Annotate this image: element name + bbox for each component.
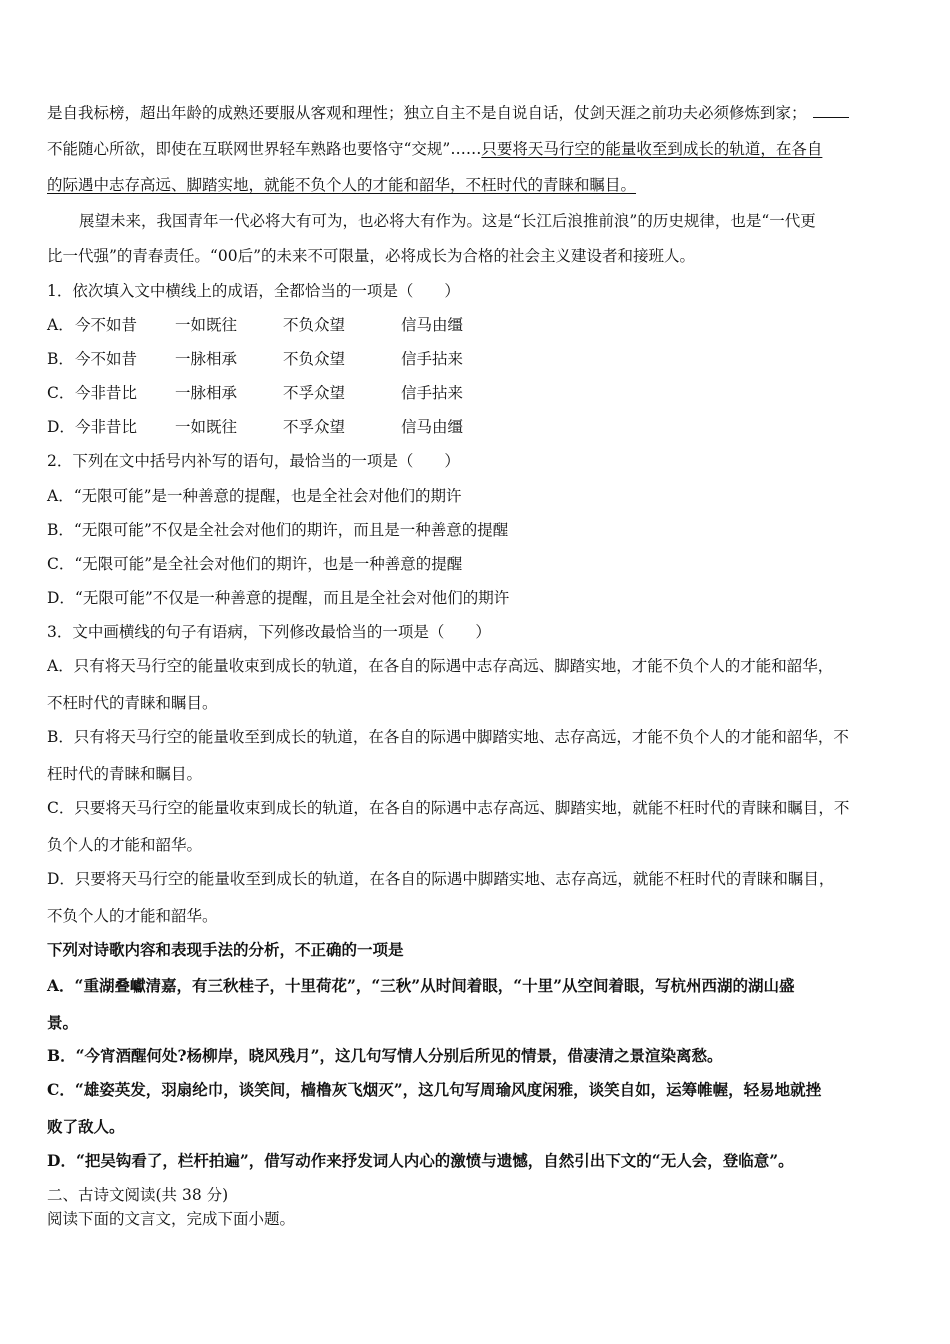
q3-option-c-line-1: C．只要将天马行空的能量收束到成长的轨道，在各自的际遇中志存高远、脚踏实地，就能不枉时代的青睐和瞩目，不	[47, 799, 850, 817]
q1-option-a: A．今不如昔 一如既往 不负众望 信马由缰	[47, 316, 464, 334]
q1-option-c: C．今非昔比 一脉相承 不孚众望 信手拈来	[47, 384, 464, 402]
q4-option-b: B．“今宵酒醒何处?杨柳岸，晓风残月”，这几句写情人分别后所见的情景，借凄清之景渲染离愁。	[47, 1046, 723, 1065]
q1-option-b: B．今不如昔 一脉相承 不负众望 信手拈来	[47, 350, 464, 368]
q1-stem: 1．依次填入文中横线上的成语，全都恰当的一项是（ ）	[47, 282, 460, 300]
q3-option-c-line-2: 负个人的才能和韶华。	[47, 836, 203, 854]
underlined-sentence: 只要将天马行空的能量收至到成长的轨道，在各自	[481, 140, 823, 158]
passage-para2-line-1: 展望未来，我国青年一代必将大有可为，也必将大有作为。这是“长江后浪推前浪”的历史规律，也是“一代更	[79, 212, 816, 230]
q2-stem: 2．下列在文中括号内补写的语句，最恰当的一项是（ ）	[47, 452, 460, 470]
q4-option-a-line-1: A．“重湖叠巘清嘉，有三秋桂子，十里荷花”，“三秋”从时间着眼，“十里”从空间着眼，写杭州西湖的湖山盛	[47, 976, 795, 995]
q4-option-c-line-1: C．“雄姿英发，羽扇纶巾，谈笑间，樯橹灰飞烟灭”，这几句写周瑜风度闲雅，谈笑自如，运筹帷幄，轻易地就挫	[47, 1080, 822, 1099]
q2-option-c: C．“无限可能”是全社会对他们的期许，也是一种善意的提醒	[47, 555, 463, 573]
underlined-sentence-cont: 的际遇中志存高远、脚踏实地，就能不负个人的才能和韶华，不枉时代的青睐和瞩目。	[47, 176, 637, 194]
q4-option-a-line-2: 景。	[47, 1013, 79, 1032]
q3-stem: 3．文中画横线的句子有语病，下列修改最恰当的一项是（ ）	[47, 623, 491, 641]
q4-option-c-line-2: 败了敌人。	[47, 1117, 125, 1136]
q2-option-a: A．“无限可能”是一种善意的提醒，也是全社会对他们的期许	[47, 487, 462, 505]
passage-line-2: 不能随心所欲，即使在互联网世界轻车熟路也要恪守“交规”……只要将天马行空的能量收至到成长的轨道，在各自	[47, 140, 823, 158]
passage-para2-line-2: 比一代强”的青春责任。“00后”的未来不可限量，必将成长为合格的社会主义建设者和接班人。	[47, 247, 695, 265]
q3-option-d-line-2: 不负个人的才能和韶华。	[47, 907, 218, 925]
section-2-instruction: 阅读下面的文言文，完成下面小题。	[47, 1210, 296, 1228]
q1-option-d: D．今非昔比 一如既往 不孚众望 信马由缰	[47, 418, 464, 436]
q3-option-a-line-1: A．只有将天马行空的能量收束到成长的轨道，在各自的际遇中志存高远、脚踏实地，才能不负个人的才能和韶华，	[47, 657, 834, 675]
q3-option-a-line-2: 不枉时代的青睐和瞩目。	[47, 694, 218, 712]
q3-option-b-line-1: B．只有将天马行空的能量收至到成长的轨道，在各自的际遇中脚踏实地、志存高远，才能不负个人的才能和韶华，不	[47, 728, 849, 746]
q4-option-d: D．“把吴钩看了，栏杆拍遍”，借写动作来抒发词人内心的激愤与遗憾，自然引出下文的“无人会，登临意”。	[47, 1151, 794, 1170]
passage-line-1: 是自我标榜，超出年龄的成熟还要服从客观和理性；独立自主不是自说自话，仗剑天涯之前功夫必须修炼到家；	[47, 103, 905, 123]
q2-option-d: D．“无限可能”不仅是一种善意的提醒，而且是全社会对他们的期许	[47, 589, 510, 607]
passage-line-3	[47, 175, 905, 195]
q4-stem: 下列对诗歌内容和表现手法的分析，不正确的一项是	[47, 940, 404, 959]
q3-option-b-line-2: 枉时代的青睐和瞩目。	[47, 765, 203, 783]
q2-option-b: B．“无限可能”不仅是全社会对他们的期许，而且是一种善意的提醒	[47, 521, 509, 539]
fill-blank	[813, 103, 849, 118]
q3-option-d-line-1: D．只要将天马行空的能量收至到成长的轨道，在各自的际遇中脚踏实地、志存高远，就能不枉时代的青睐和瞩目，	[47, 870, 835, 888]
section-2-title: 二、古诗文阅读(共 38 分)	[47, 1186, 229, 1204]
